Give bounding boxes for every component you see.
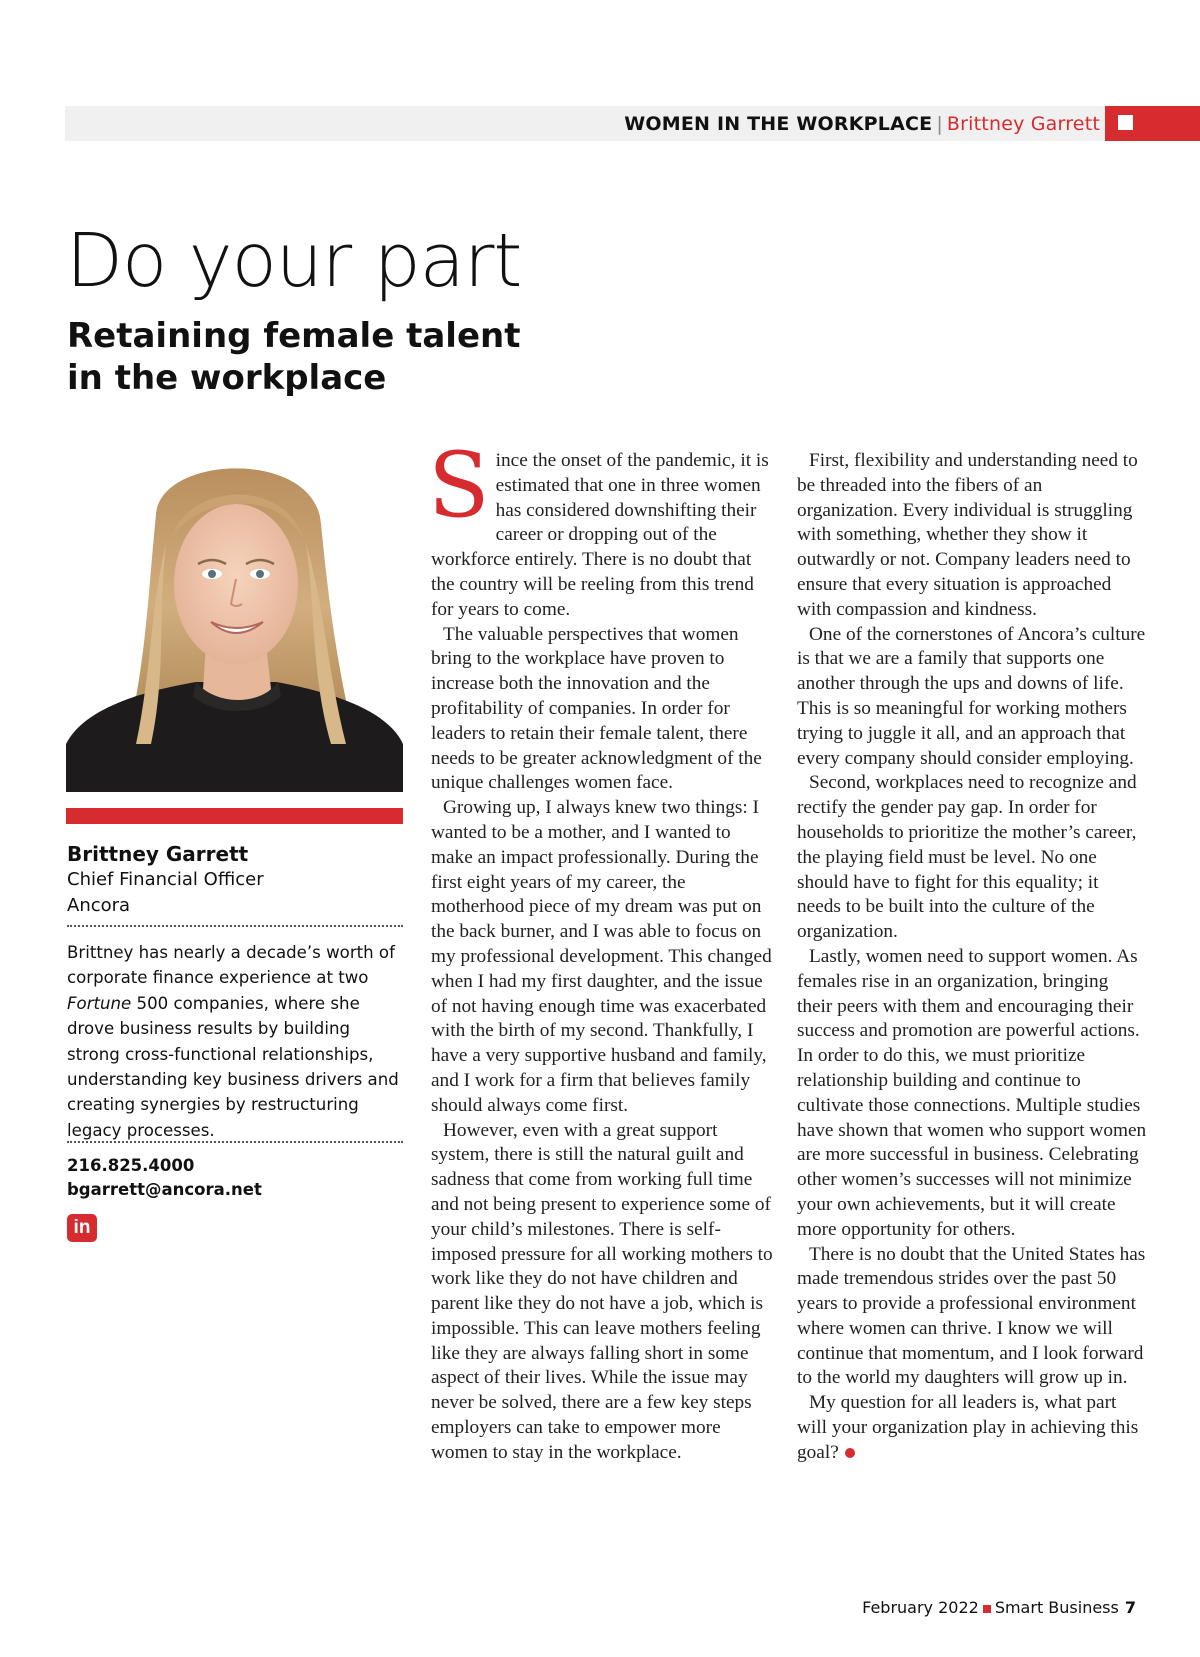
author-role: Chief Financial Officer [67,869,264,890]
body-paragraph: Second, workplaces need to recognize and rectify the gender pay gap. In order for households to prioritize the mother’s career, the playing field must be level. No one should have to fight for this equality; it needs to be built into the culture of the organization. [797,772,1137,943]
page-footer [862,1598,1136,1617]
author-name: Brittney Garrett [67,842,249,866]
body-paragraph-text: My question for all leaders is, what part will your organization play in achieving this goal? [797,1392,1139,1463]
body-paragraph: The valuable perspectives that women bring to the workplace have proven to increase both the innovation and the profitability of companies. In order for leaders to retain their female talent, there needs to be greater acknowledgment of the unique challenges women face. [431,623,762,794]
article-title: Do your part [66,218,522,304]
author-bio [67,940,407,1143]
bio-publication: Fortune [67,993,132,1013]
author-phone: 216.825.4000 [67,1156,195,1175]
author-company: Ancora [67,895,131,916]
body-paragraph: One of the cornerstones of Ancora’s culture is that we are a family that supports one another through the ups and downs of life. This is so meaningful for working mothers trying to juggle it all, and an approach that every company should consider employing. [797,623,1146,769]
article-subtitle: Retaining female talent in the workplace [67,316,521,398]
body-paragraph: However, even with a great support system, there is still the natural guilt and sadness that come from working full time and not being present to experience some of your child’s milestones. There is self-imposed pressure for all working mothers to work like they do not have children and parent like they do not have a job, which is impossible. This can leave mothers feeling like they are always falling short in some aspect of their lives. While the issue may never be solved, there are a few key steps employers can take to empower more women to stay in the workplace. [431,1119,773,1463]
body-paragraph: There is no doubt that the United States has made tremendous strides over the past 50 years to provide a professional environment where women can thrive. I know we will continue that momentum, and I look forward to the world my daughters will grow up in. [797,1243,1146,1389]
body-paragraph: Growing up, I always knew two things: I wanted to be a mother, and I wanted to make an impact professionally. During the first eight years of my career, the motherhood piece of my dream was put on the back burner, and I was able to focus on my professional development. This changed when I had my first daughter, and the issue of not having enough time was exacerbated with the birth of my second. Thankfully, I have a very supportive husband and family, and I work for a firm that believes family should always come first. [431,797,772,1116]
author-portrait [66,444,403,792]
sidebar-divider [67,925,403,927]
body-paragraph: Lastly, women need to support women. As females rise in an organization, bringing their peers with them and encouraging their success and promotion are powerful actions. In order to do this, we must prioritize relationship building and continue to cultivate those connections. Multiple studies have shown that women who support women are more successful in business. Celebrating other women’s successes will not minimize your own achievements, but it will create more opportunity for others. [797,945,1147,1240]
article-column-2 [797,449,1147,1466]
bio-text-start: Brittney has nearly a decade’s worth of corporate finance experience at two [67,943,395,988]
header-section: WOMEN IN THE WORKPLACE [624,113,933,135]
header-square-icon [1118,115,1133,130]
portrait-accent-bar [66,808,403,824]
body-paragraph: First, flexibility and understanding need to be threaded into the fibers of an organization. Every individual is struggling with something, whether they show it outwardly or not. Company leaders need to ensure that every situation is approached with compassion and kindness. [797,450,1138,620]
page-number: 7 [1124,1598,1136,1617]
end-mark-icon [845,1448,855,1458]
drop-cap: S [428,433,490,538]
running-header [624,113,1100,135]
body-paragraph-text: ince the onset of the pandemic, it is estimated that one in three women has considered downshifting their career or dropping out of the workforce entirely. There is no doubt that the country will be reeling from this trend for years to come. [431,450,769,620]
footer-publication: Smart Business [994,1598,1119,1617]
bio-text-end: 500 companies, where she drove business results by building strong cross-functional relationships, understanding key business drivers and creating synergies by restructuring legacy processes. [67,993,399,1140]
body-paragraph [428,433,775,623]
header-author: Brittney Garrett [946,113,1100,135]
header-separator: | [936,113,943,135]
body-paragraph-final [797,1391,1147,1465]
article-column-1 [428,433,775,1466]
linkedin-icon[interactable]: in [67,1214,97,1242]
sidebar-divider [67,1141,403,1143]
footer-date: February 2022 [862,1598,979,1617]
footer-square-icon [983,1605,991,1613]
author-email[interactable]: bgarrett@ancora.net [67,1180,262,1199]
